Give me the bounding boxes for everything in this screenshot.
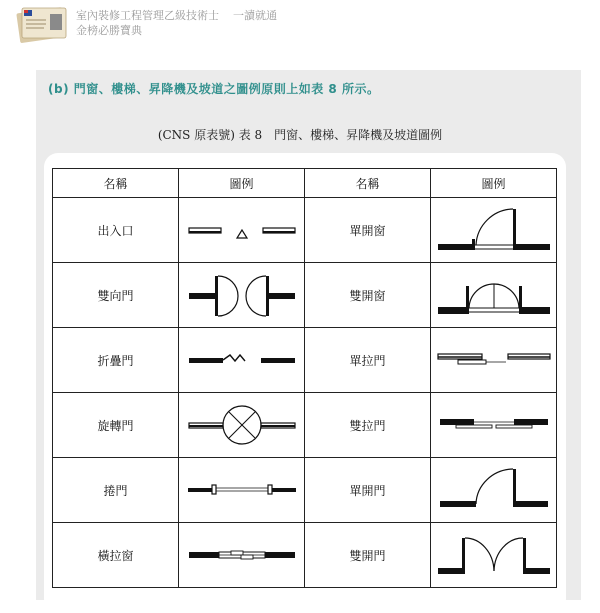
item-name: 單開門	[305, 458, 431, 523]
folding-door-symbol-icon	[187, 345, 297, 375]
revolving-door-symbol-icon	[187, 400, 297, 450]
column-header: 名稱	[53, 169, 179, 198]
header-tagline: 一讀就通	[233, 9, 277, 22]
item-name: 折疊門	[53, 328, 179, 393]
header-book-title: 室內裝修工程管理乙級技術士	[76, 9, 219, 22]
symbol-cell	[431, 198, 557, 263]
symbol-cell	[431, 263, 557, 328]
item-name: 單開窗	[305, 198, 431, 263]
entrance-symbol-icon	[187, 215, 297, 245]
single-swing-door-symbol-icon	[436, 465, 552, 515]
symbol-cell	[431, 523, 557, 588]
symbol-cell	[179, 458, 305, 523]
double-sliding-door-symbol-icon	[436, 410, 552, 440]
item-name: 雙拉門	[305, 393, 431, 458]
item-name: 捲門	[53, 458, 179, 523]
table-caption: (CNS 原表號) 表 8 門窗、樓梯、昇降機及坡道圖例	[157, 128, 443, 142]
symbol-cell	[179, 328, 305, 393]
header-subtitle: 金榜必勝寶典	[76, 24, 142, 37]
symbol-cell	[179, 393, 305, 458]
horizontal-sliding-window-symbol-icon	[187, 540, 297, 570]
symbol-cell	[179, 198, 305, 263]
column-header: 圖例	[179, 169, 305, 198]
item-name: 橫拉窗	[53, 523, 179, 588]
rolling-door-symbol-icon	[186, 475, 298, 505]
symbol-cell	[431, 328, 557, 393]
license-card-icon	[14, 4, 70, 44]
single-casement-window-symbol-icon	[436, 205, 552, 255]
table-row	[53, 393, 557, 458]
item-name: 出入口	[53, 198, 179, 263]
single-sliding-door-symbol-icon	[436, 345, 552, 375]
column-header: 圖例	[431, 169, 557, 198]
table-row	[53, 458, 557, 523]
table-row	[53, 523, 557, 588]
item-name: 雙開窗	[305, 263, 431, 328]
table-row	[53, 263, 557, 328]
double-swing-door-symbol-icon	[187, 268, 297, 322]
item-name: 單拉門	[305, 328, 431, 393]
symbol-cell	[431, 393, 557, 458]
page-header	[0, 0, 600, 68]
column-header: 名稱	[305, 169, 431, 198]
symbol-cell	[179, 523, 305, 588]
item-name: 雙向門	[53, 263, 179, 328]
symbol-cell	[179, 263, 305, 328]
symbol-cell	[431, 458, 557, 523]
table-row	[53, 198, 557, 263]
header-title	[76, 8, 277, 38]
table-row	[53, 328, 557, 393]
double-swing-door-pair-symbol-icon	[436, 530, 552, 580]
double-casement-window-symbol-icon	[436, 270, 552, 320]
table-header-row	[53, 169, 557, 198]
item-name: 旋轉門	[53, 393, 179, 458]
legend-table	[52, 168, 557, 588]
section-heading: (b) 門窗、樓梯、昇降機及坡道之圖例原則上如表 8 所示。	[48, 82, 380, 96]
item-name: 雙開門	[305, 523, 431, 588]
